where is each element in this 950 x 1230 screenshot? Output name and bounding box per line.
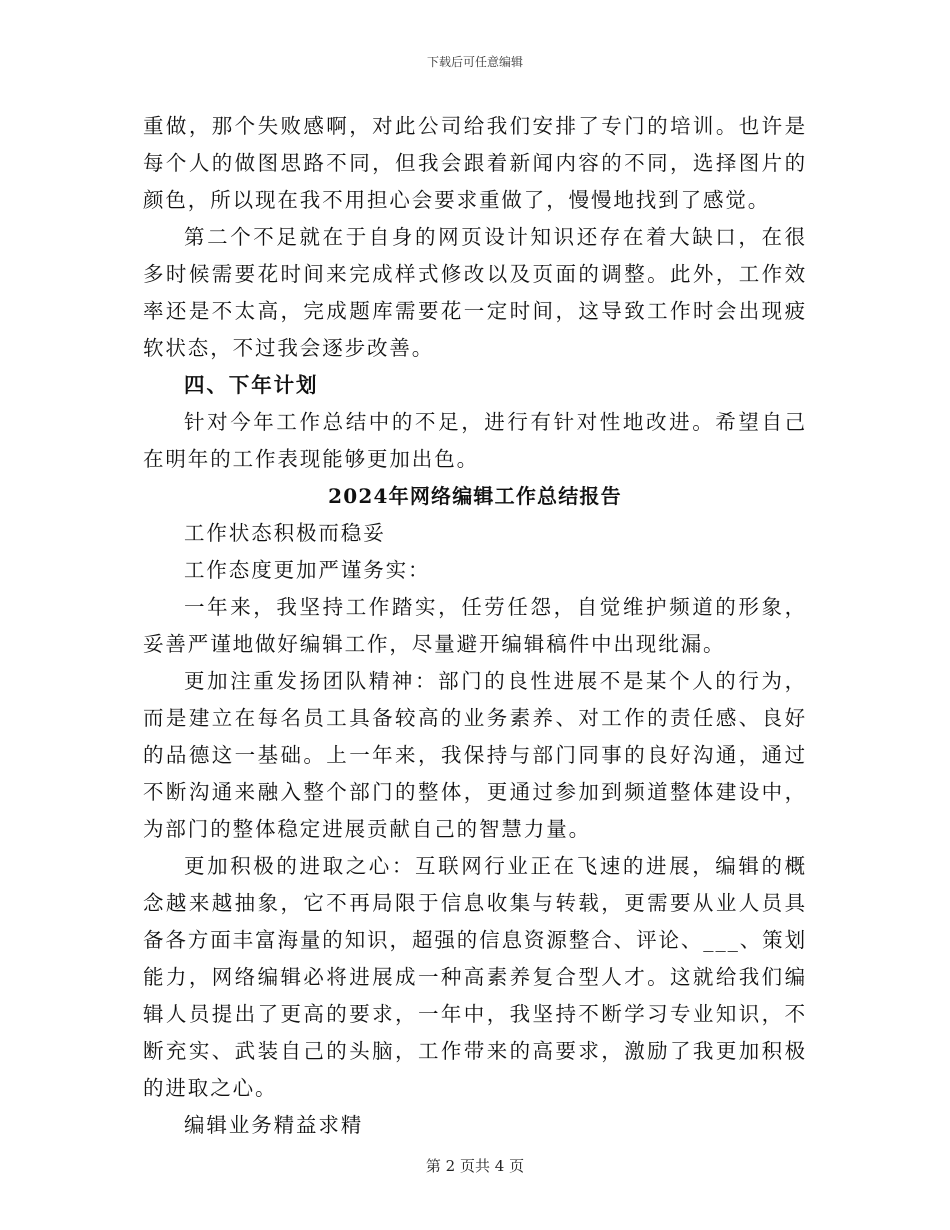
paragraph-work-attitude: 工作态度更加严谨务实：	[184, 558, 431, 582]
page-header: 下载后可任意编辑	[426, 55, 523, 69]
paragraph-enterprising: 更加积极的进取之心：互联网行业正在飞速的进展，编辑的概念越来越抽象，它不再局限于信息收集与转载，更需要从业人员具备各方面丰富海量的知识，超强的信息资源整合、评论、___、策划能力，网络编辑必将进展成一种高素养复合型人才。这就给我们编辑人员提出了更高的要求，一年中，我坚持不断学习专业知识，不断充实、武装自己的头脑，工作带来的高要求，激励了我更加积极的进取之心。	[143, 854, 807, 1100]
paragraph-second-shortcoming: 第二个不足就在于自身的网页设计知识还存在着大缺口，在很多时候需要花时间来完成样式修改以及页面的调整。此外，工作效率还是不太高，完成题库需要花一定时间，这导致工作时会出现疲软状态，不过我会逐步改善。	[143, 225, 807, 360]
paragraph-team-spirit: 更加注重发扬团队精神：部门的良性进展不是某个人的行为，而是建立在每名员工具备较高的业务素养、对工作的责任感、良好的品德这一基础。上一年来，我保持与部门同事的良好沟通，通过不断沟通来融入整个部门的整体，更通过参加到频道整体建设中，为部门的整体稳定进展贡献自己的智慧力量。	[143, 669, 807, 841]
report-title: 2024年网络编辑工作总结报告	[328, 484, 622, 508]
document-body	[143, 108, 807, 1144]
page-footer: 第 2 页共 4 页	[425, 1157, 525, 1175]
section-heading-next-year-plan: 四、下年计划	[184, 373, 319, 397]
paragraph-plan: 针对今年工作总结中的不足，进行有针对性地改进。希望自己在明年的工作表现能够更加出色。	[143, 410, 807, 471]
paragraph-continuation: 重做，那个失败感啊，对此公司给我们安排了专门的培训。也许是每个人的做图思路不同，但我会跟着新闻内容的不同，选择图片的颜色，所以现在我不用担心会要求重做了，慢慢地找到了感觉。	[143, 114, 807, 212]
paragraph-year-summary: 一年来，我坚持工作踏实，任劳任怨，自觉维护频道的形象，妥善严谨地做好编辑工作，尽量避开编辑稿件中出现纰漏。	[143, 595, 807, 656]
paragraph-work-status: 工作状态积极而稳妥	[184, 521, 386, 545]
paragraph-editing-excellence: 编辑业务精益求精	[184, 1113, 364, 1137]
